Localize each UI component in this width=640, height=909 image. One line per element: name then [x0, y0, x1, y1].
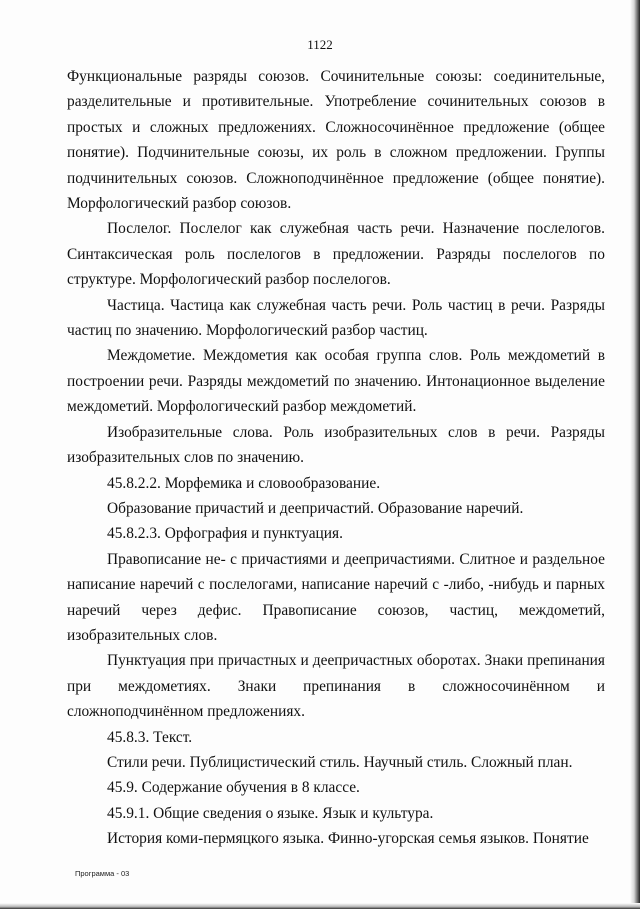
footer-label: Программа - 03 — [75, 869, 130, 878]
paragraph-conjunctions: Функциональные разряды союзов. Сочинительные союзы: соединительные, разделительные и противительные. Употребление сочинительных союзов в простых и сложных предложениях. Сложносочинённое предложение (общее понятие). Подчинительные союзы, их роль в сложном предложении. Группы подчинительных союзов. Сложноподчинённое предложение (общее понятие). Морфологический разбор союзов. — [67, 68, 605, 213]
paragraph-interjections: Междометие. Междометия как особая группа слов. Роль междометий в построении речи. Разряды междометий по значению. Интонационное выделение междометий. Морфологический разбор междометий. — [67, 347, 605, 416]
section-heading-orthography: 45.8.2.3. Орфография и пунктуация. — [107, 525, 343, 543]
paragraph-postpositions: Послелог. Послелог как служебная часть речи. Назначение послелогов. Синтаксическая роль послелогов в предложении. Разряды послелогов по структуре. Морфологический разбор послелогов. — [67, 220, 605, 289]
section-heading-general-info: 45.9.1. Общие сведения о языке. Язык и культура. — [107, 804, 434, 822]
paragraph-punctuation: Пунктуация при причастных и деепричастных оборотах. Знаки препинания при междометиях. Знаки препинания в сложносочинённом и сложноподчинённом предложениях. — [67, 652, 605, 721]
paragraph-particles: Частица. Частица как служебная часть речи. Роль частиц в речи. Разряды частиц по значению. Морфологический разбор частиц. — [67, 296, 605, 340]
section-heading-morphemics: 45.8.2.2. Морфемика и словообразование. — [107, 474, 381, 492]
paragraph-ideophones: Изобразительные слова. Роль изобразительных слов в речи. Разряды изобразительных слов по значению. — [67, 423, 605, 467]
section-heading-text: 45.8.3. Текст. — [107, 728, 193, 746]
scan-edge-right — [630, 0, 640, 909]
page-number: 1122 — [307, 37, 333, 52]
scan-edge-bottom — [0, 903, 640, 909]
section-heading-grade8: 45.9. Содержание обучения в 8 классе. — [107, 779, 360, 797]
paragraph-spelling: Правописание не- с причастиями и деепричастиями. Слитное и раздельное написание наречий с послелогами, написание наречий с -либо, -нибудь и парных наречий через дефис. Правописание союзов, частиц, междометий, изобразительных слов. — [67, 550, 605, 644]
paragraph-word-formation: Образование причастий и деепричастий. Образование наречий. — [107, 499, 524, 517]
paragraph-speech-styles: Стили речи. Публицистический стиль. Научный стиль. Сложный план. — [107, 753, 573, 771]
body-text — [67, 64, 605, 852]
paragraph-history: История коми-пермяцкого языка. Финно-угорская семья языков. Понятие — [107, 830, 589, 848]
